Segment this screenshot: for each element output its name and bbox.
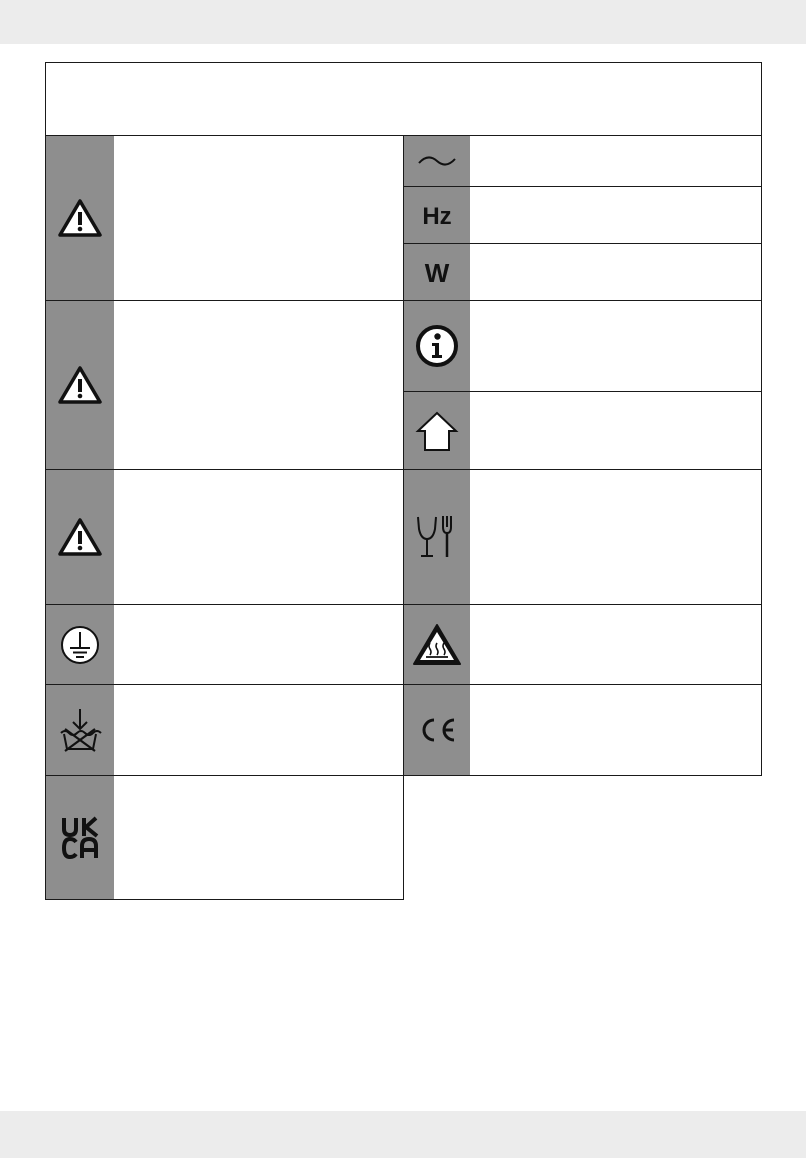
table-row bbox=[45, 135, 404, 301]
warning-triangle-icon bbox=[57, 364, 103, 406]
row-text bbox=[114, 605, 403, 684]
table-row bbox=[404, 685, 762, 776]
icon-cell bbox=[404, 187, 470, 243]
warning-triangle-icon bbox=[57, 197, 103, 239]
icon-cell bbox=[46, 605, 114, 684]
table-row bbox=[404, 470, 762, 605]
no-immerse-icon bbox=[57, 707, 103, 753]
hertz-label: Hz bbox=[422, 203, 452, 230]
icon-cell bbox=[46, 470, 114, 604]
table-row bbox=[404, 244, 762, 301]
ukca-mark bbox=[60, 816, 100, 860]
alternating-current-icon bbox=[416, 151, 458, 171]
row-text bbox=[114, 136, 403, 300]
icon-cell bbox=[46, 776, 114, 899]
page-footer-band bbox=[0, 1111, 806, 1158]
row-text bbox=[470, 187, 761, 243]
row-text bbox=[470, 685, 761, 775]
table-row bbox=[404, 301, 762, 392]
icon-cell bbox=[404, 301, 470, 391]
information-icon bbox=[415, 324, 459, 368]
icon-cell bbox=[404, 244, 470, 300]
warning-triangle-icon bbox=[57, 516, 103, 558]
table-row bbox=[404, 135, 762, 187]
table-row bbox=[45, 301, 404, 470]
indoor-use-house-icon bbox=[413, 409, 461, 453]
table-row bbox=[404, 605, 762, 685]
hot-surface-icon bbox=[411, 622, 463, 668]
row-text bbox=[114, 470, 403, 604]
row-text bbox=[114, 685, 403, 775]
icon-cell bbox=[404, 685, 470, 775]
table-row bbox=[45, 685, 404, 776]
symbols-table-title-row bbox=[45, 62, 762, 136]
row-text bbox=[470, 470, 761, 604]
hertz-icon bbox=[415, 200, 459, 230]
table-row bbox=[45, 470, 404, 605]
protective-earth-icon bbox=[59, 624, 101, 666]
table-row bbox=[45, 605, 404, 685]
icon-cell bbox=[404, 392, 470, 469]
icon-cell bbox=[404, 605, 470, 684]
watt-label: W bbox=[424, 258, 450, 287]
table-row bbox=[404, 187, 762, 244]
row-text bbox=[114, 301, 403, 469]
ce-mark bbox=[416, 716, 458, 744]
page-header-band bbox=[0, 0, 806, 44]
icon-cell bbox=[46, 685, 114, 775]
icon-cell bbox=[46, 301, 114, 469]
icon-cell bbox=[404, 470, 470, 604]
row-text bbox=[470, 392, 761, 469]
watt-icon bbox=[419, 257, 455, 287]
row-text bbox=[470, 136, 761, 186]
food-safe-icon bbox=[415, 513, 459, 561]
table-row bbox=[45, 776, 404, 900]
icon-cell bbox=[46, 136, 114, 300]
row-text bbox=[470, 301, 761, 391]
row-text bbox=[470, 605, 761, 684]
row-text bbox=[114, 776, 403, 899]
row-text bbox=[470, 244, 761, 300]
icon-cell bbox=[404, 136, 470, 186]
table-row bbox=[404, 392, 762, 470]
